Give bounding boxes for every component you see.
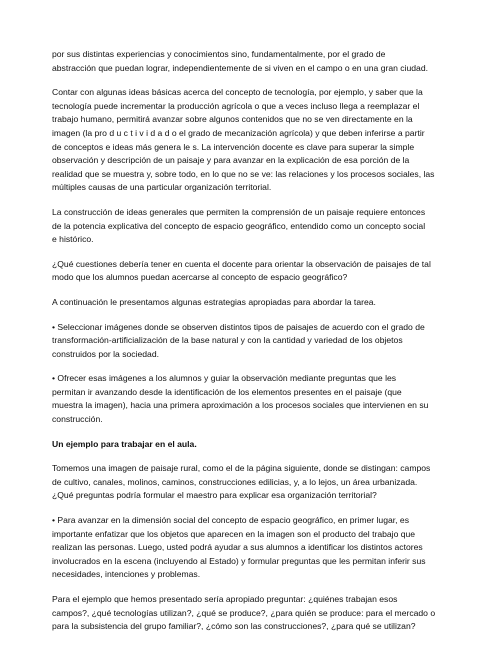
- text-line: por sus distintas experiencias y conocimientos sino, fundamentalmente, por el grado de: [52, 49, 386, 59]
- text-line: construidos por la sociedad.: [52, 348, 160, 359]
- text-line: imagen (la pro d u c t i v i d a d o el grado de mecanización agrícola) y que deben inferirse a partir: [52, 127, 425, 138]
- text-line: e histórico.: [52, 234, 94, 245]
- text-line: Contar con algunas ideas básicas acerca del concepto de tecnología, por ejemplo, y saber que la: [52, 87, 423, 98]
- text-line: construcción.: [52, 414, 103, 425]
- text-line: La construcción de ideas generales que permiten la comprensión de un paisaje requiere entonces: [52, 206, 426, 217]
- text-line: muestra la imagen), hacia una primera aproximación a los procesos sociales que intervienen en su: [52, 400, 429, 411]
- text-line: observación y descripción de un paisaje y para avanzar en la explicación de esa porción de la: [52, 155, 410, 166]
- text-line: para la subsistencia del grupo familiar?, ¿cómo son las construcciones?, ¿para qué se utilizan?: [52, 621, 416, 632]
- text-line: involucrados en la escena (incluyendo al Estado) y formular preguntas que les permitan inferir sus: [52, 555, 426, 566]
- text-line: • Seleccionar imágenes donde se observen distintos tipos de paisajes de acuerdo con el grado de: [52, 321, 425, 332]
- text-line: de la potencia explicativa del concepto de espacio geográfico, entendido como un concepto social: [52, 220, 426, 231]
- text-line: modo que los alumnos puedan acercarse al concepto de espacio geográfico?: [52, 272, 348, 283]
- paragraph-p7: [52, 372, 480, 426]
- text-line: • Ofrecer esas imágenes a los alumnos y guiar la observación mediante preguntas que les: [52, 373, 397, 384]
- paragraph-p8: [52, 462, 480, 503]
- text-line: múltiples causas de una particular organización territorial.: [52, 182, 272, 193]
- paragraph-p6: [52, 321, 480, 362]
- paragraph-p10: [52, 593, 480, 634]
- paragraphs-after-heading: [52, 462, 480, 634]
- paragraph-p1: [52, 48, 480, 75]
- text-line: importante enfatizar que los objetos que aparecen en la imagen son el producto del trabajo que: [52, 528, 416, 539]
- text-line: realizan las personas. Luego, usted podrá ayudar a sus alumnos a identificar los distintos actores: [52, 542, 423, 553]
- text-line: • Para avanzar en la dimensión social del concepto de espacio geográfico, en primer lugar, es: [52, 515, 409, 526]
- text-line: tecnología puede incrementar la producción agrícola o que a veces incluso llega a reemplazar el: [52, 100, 420, 111]
- text-line: realidad que se muestra y, sobre todo, en lo que no se ve: las relaciones y los procesos sociales, las: [52, 168, 435, 179]
- text-line: Para el ejemplo que hemos presentado sería apropiado preguntar: ¿quiénes trabajan esos: [52, 594, 398, 604]
- text-line: ¿Qué preguntas podría formular el maestro para explicar esa organización territorial?: [52, 490, 377, 501]
- paragraphs-before-heading: [52, 48, 480, 427]
- paragraph-p9: [52, 514, 480, 582]
- text-line: abstracción que puedan lograr, independientemente de si viven en el campo o en una gran ciudad.: [52, 62, 429, 73]
- text-line: de cultivo, canales, molinos, caminos, construcciones edilicias, y, a lo lejos, un área urbanizada.: [52, 476, 418, 487]
- text-line: trabajo humano, permitirá avanzar sobre algunos contenidos que no se ven directamente en la: [52, 114, 413, 125]
- paragraph-p4: [52, 258, 480, 285]
- text-line: permitan ir avanzando desde la identificación de los elementos presentes en el paisaje (que: [52, 386, 402, 397]
- text-line: A continuación le presentamos algunas estrategias apropiadas para abordar la tarea.: [52, 296, 376, 307]
- section-heading: Un ejemplo para trabajar en el aula.: [52, 438, 197, 449]
- text-line: ¿Qué cuestiones debería tener en cuenta el docente para orientar la observación de paisajes de tal: [52, 258, 431, 269]
- paragraph-p2: [52, 86, 480, 195]
- paragraph-p3: [52, 206, 480, 247]
- text-line: necesidades, intenciones y problemas.: [52, 569, 201, 580]
- document-page: [52, 48, 480, 645]
- paragraph-p5: [52, 296, 480, 310]
- text-line: de conceptos e ideas más genera le s. La intervención docente es clave para superar la simple: [52, 141, 415, 152]
- text-line: campos?, ¿qué tecnologías utilizan?, ¿qué se produce?, ¿para quién se produce: para el mercado o: [52, 607, 436, 618]
- text-line: transformación-artificialización de la base natural y con la cantidad y variedad de los objetos: [52, 335, 403, 346]
- text-line: Tomemos una imagen de paisaje rural, como el de la página siguiente, donde se distingan: campos: [52, 463, 431, 474]
